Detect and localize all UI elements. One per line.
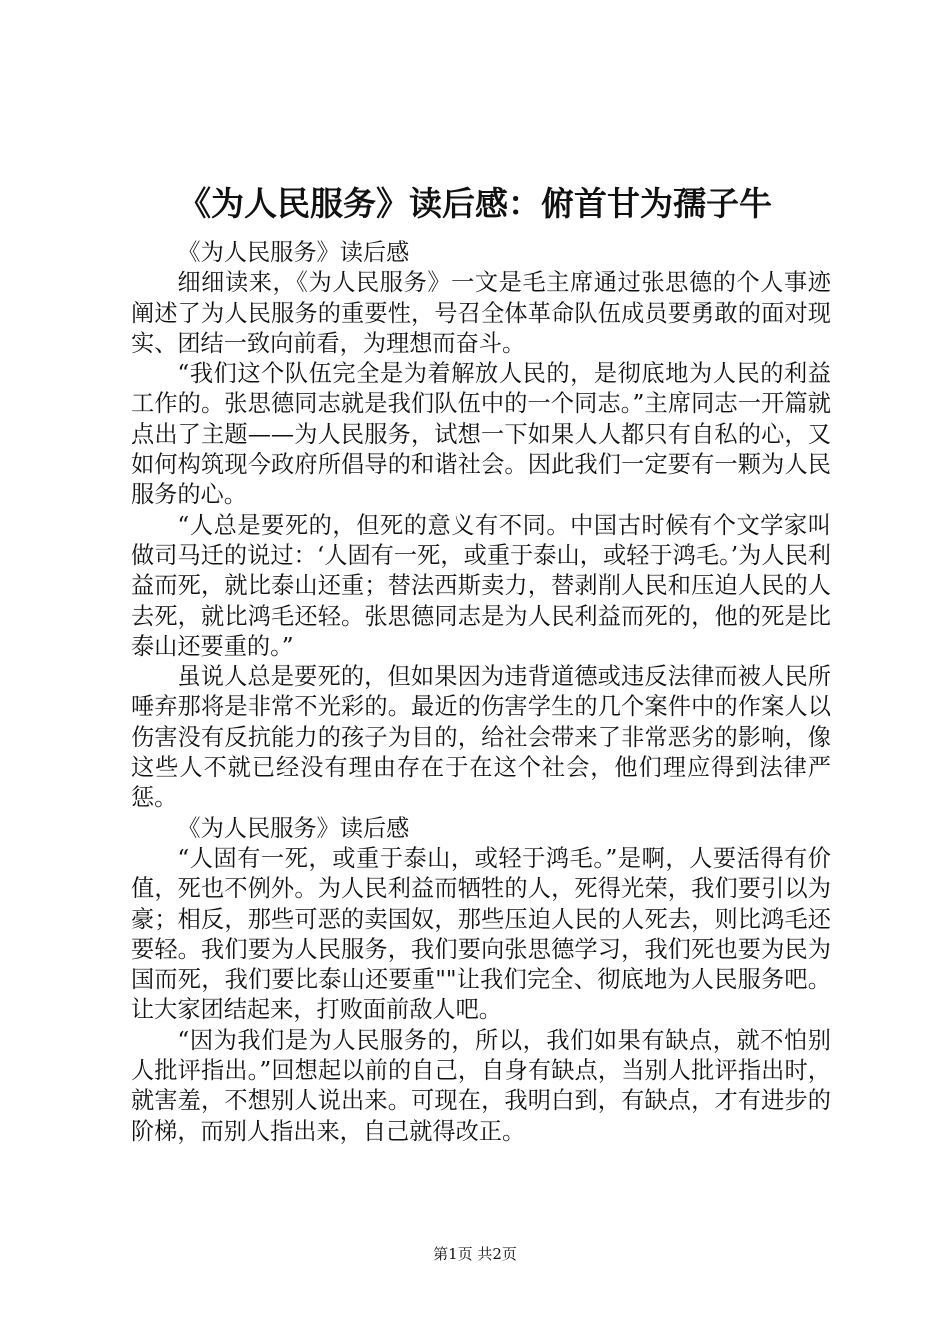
- paragraph-reflection: 虽说人总是要死的，但如果因为违背道德或违反法律而被人民所唾弃那将是非常不光彩的。最近的伤害学生的几个案件中的作案人以伤害没有反抗能力的孩子为目的，给社会带来了非常恶劣的影响，像这些人不就已经没有理由存在于在这个社会，他们理应得到法律严惩。: [131, 663, 831, 812]
- paragraph-subtitle-1: 《为人民服务》读后感: [177, 239, 410, 266]
- paragraph-quote-team: “我们这个队伍完全是为着解放人民的，是彻底地为人民的利益工作的。张思德同志就是我们队伍中的一个同志。”主席同志一开篇就点出了主题——为人民服务，试想一下如果人人都只有自私的心，又如何构筑现今政府所倡导的和谐社会。因此我们一定要有一颗为人民服务的心。: [131, 360, 831, 509]
- page-number: 第1页 共2页: [433, 1245, 517, 1263]
- paragraph-value-of-life: “人固有一死，或重于泰山，或轻于鸿毛。”是啊，人要活得有价值，死也不例外。为人民利益而牺牲的人，死得光荣，我们要引以为豪；相反，那些可恶的卖国奴，那些压迫人民的人死去，则比鸿毛还要轻。我们要为人民服务，我们要向张思德学习，我们死也要为民为国而死，我们要比泰山还要重""让我们完全、彻底地为人民服务吧。让大家团结起来，打败面前敌人吧。: [131, 844, 831, 1024]
- paragraph-intro: 细细读来，《为人民服务》一文是毛主席通过张思德的个人事迹阐述了为人民服务的重要性，号召全体革命队伍成员要勇敢的面对现实、团结一致向前看，为理想而奋斗。: [131, 269, 831, 357]
- document-body: [131, 238, 831, 1147]
- document-title: 《为人民服务》读后感：俯首甘为孺子牛: [178, 184, 772, 223]
- paragraph-criticism: “因为我们是为人民服务的，所以，我们如果有缺点，就不怕别人批评指出。”回想起以前的自己，自身有缺点，当别人批评指出时，就害羞，不想别人说出来。可现在，我明白到，有缺点，才有进步的阶梯，而别人指出来，自己就得改正。: [131, 1026, 831, 1145]
- paragraph-subtitle-2: 《为人民服务》读后感: [177, 814, 410, 842]
- paragraph-quote-death: “人总是要死的，但死的意义有不同。中国古时候有个文学家叫做司马迁的说过：‘人固有一死，或重于泰山，或轻于鸿毛。’为人民利益而死，就比泰山还重；替法西斯卖力，替剥削人民和压迫人民的人去死，就比鸿毛还轻。张思德同志是为人民利益而死的，他的死是比泰山还要重的。”: [131, 511, 831, 660]
